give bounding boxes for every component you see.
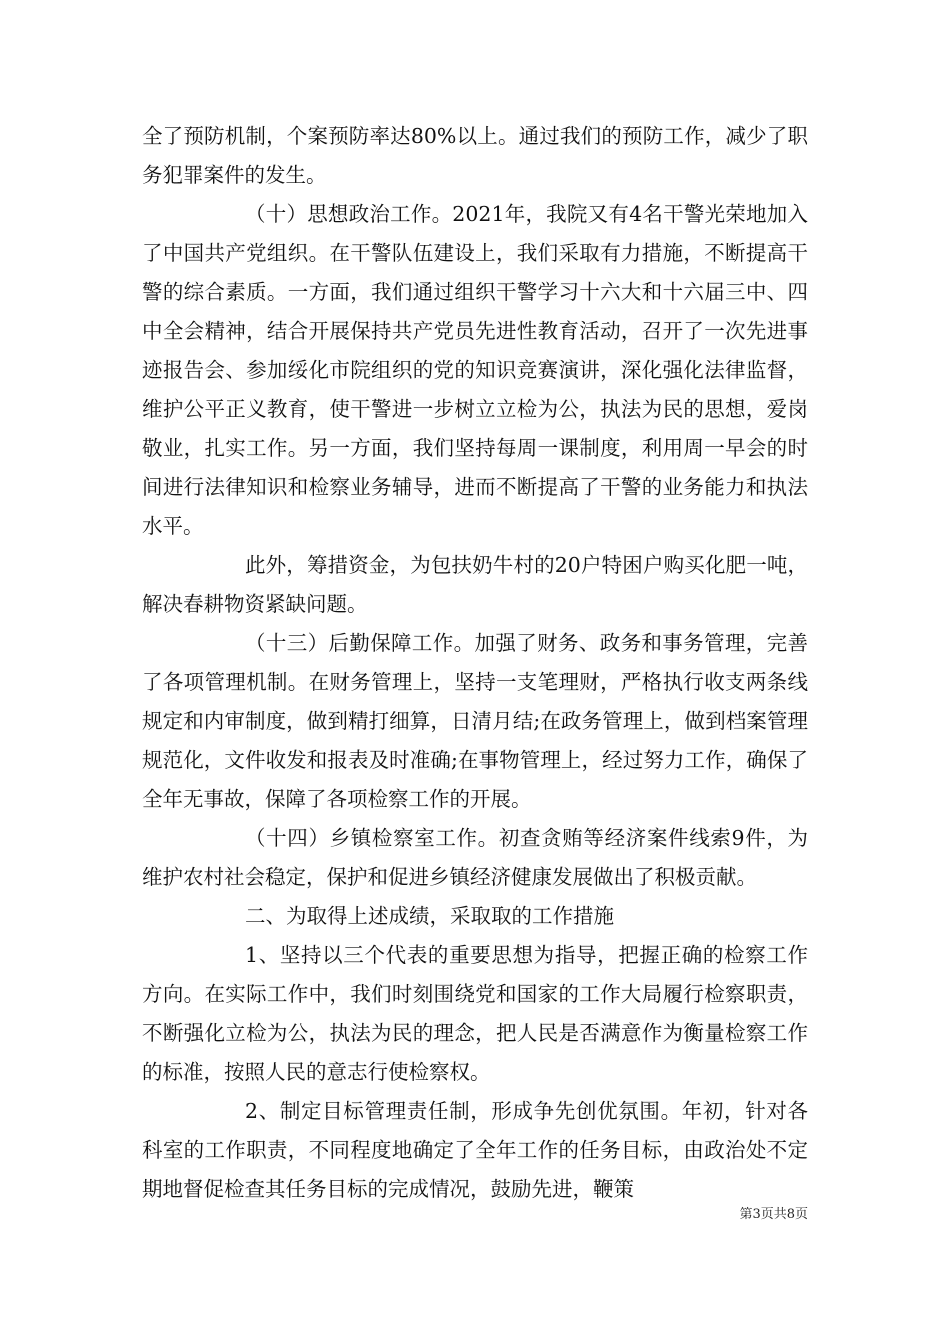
paragraph-measure-2: 2、制定目标管理责任制，形成争先创优氛围。年初，针对各科室的工作职责，不同程度地确定了全年工作的任务目标，由政治处不定期地督促检查其任务目标的完成情况，鼓励先进，鞭策 — [142, 1099, 808, 1201]
page-number: 第3页共8页 — [739, 1207, 808, 1222]
paragraph-measure-1: 1、坚持以三个代表的重要思想为指导，把握正确的检察工作方向。在实际工作中，我们时刻围绕党和国家的工作大局履行检察职责，不断强化立检为公，执法为民的理念，把人民是否满意作为衡量检察工作的标准，按照人民的意志行使检察权。 — [142, 943, 808, 1084]
paragraph-township-office: （十四）乡镇检察室工作。初查贪贿等经济案件线索9件，为维护农村社会稳定，保护和促进乡镇经济健康发展做出了积极贡献。 — [142, 826, 808, 889]
document-body — [142, 117, 808, 1209]
paragraph-poverty-aid: 此外，筹措资金，为包扶奶牛村的20户特困户购买化肥一吨，解决春耕物资紧缺问题。 — [142, 553, 808, 616]
paragraph-logistics: （十三）后勤保障工作。加强了财务、政务和事务管理，完善了各项管理机制。在财务管理上，坚持一支笔理财，严格执行收支两条线规定和内审制度，做到精打细算，日清月结;在政务管理上，做到档案管理规范化，文件收发和报表及时准确;在事物管理上，经过努力工作，确保了全年无事故，保障了各项检察工作的开展。 — [142, 631, 808, 811]
paragraph-political-work: （十）思想政治工作。2021年，我院又有4名干警光荣地加入了中国共产党组织。在干警队伍建设上，我们采取有力措施，不断提高干警的综合素质。一方面，我们通过组织干警学习十六大和十六届三中、四中全会精神，结合开展保持共产党员先进性教育活动，召开了一次先进事迹报告会、参加绥化市院组织的党的知识竞赛演讲，深化强化法律监督，维护公平正义教育，使干警进一步树立立检为公，执法为民的思想，爱岗敬业，扎实工作。另一方面，我们坚持每周一课制度，利用周一早会的时间进行法律知识和检察业务辅导，进而不断提高了干警的业务能力和执法水平。 — [142, 202, 808, 538]
section-heading-measures: 二、为取得上述成绩，采取取的工作措施 — [245, 904, 614, 928]
paragraph-prevention-continued: 全了预防机制，个案预防率达80%以上。通过我们的预防工作，减少了职务犯罪案件的发生。 — [142, 124, 808, 187]
